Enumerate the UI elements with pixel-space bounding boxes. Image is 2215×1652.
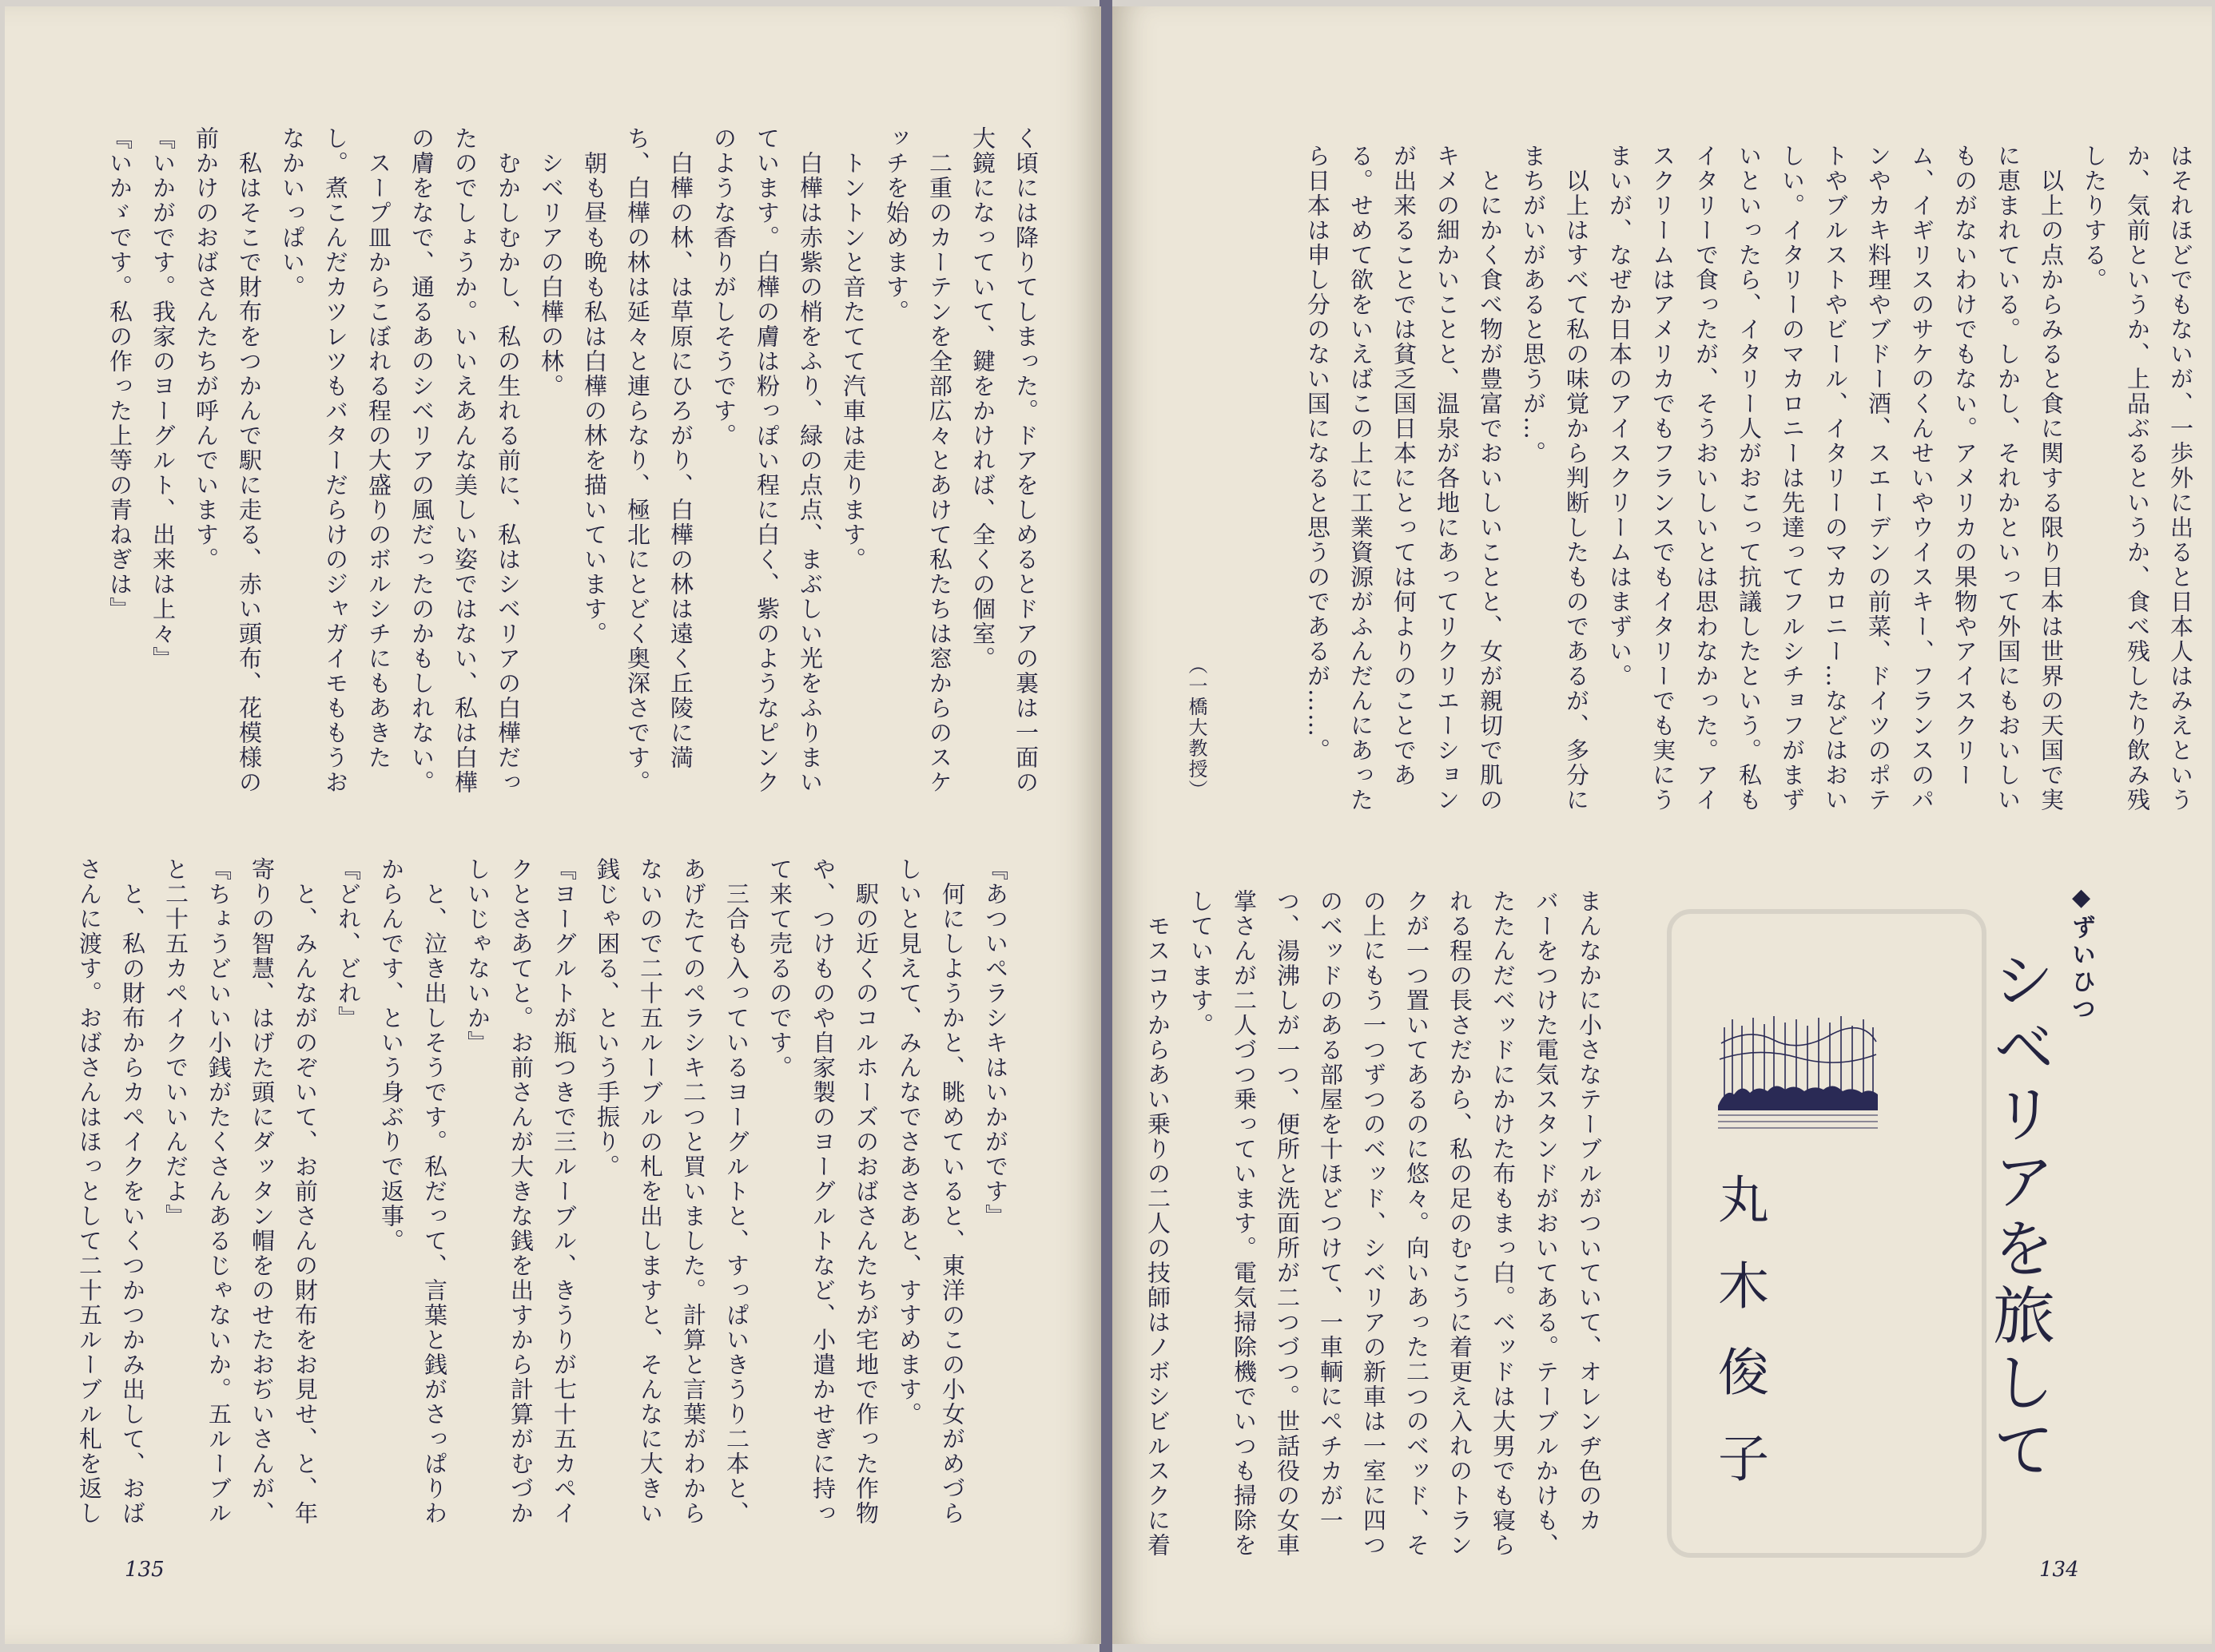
text-line: 白樺の林、は草原にひろがり、白樺の林は遠く丘陵に満 <box>667 126 694 770</box>
page-number-left: 135 <box>125 1558 165 1582</box>
text-line: しいじゃないか』 <box>464 857 491 1055</box>
text-line: まいが、なぜか日本のアイスクリームはまずい。 <box>1606 144 1633 689</box>
text-line: と、私の財布からカペイクをいくつかつかみ出して、おば <box>119 857 146 1526</box>
text-line: 『いかがです。我家のヨーグルト、出来は上々』 <box>149 126 177 671</box>
text-line: く頃には降りてしまった。ドアをしめるとドアの裏は一面の <box>1012 126 1040 795</box>
text-line: ム、イギリスのサケのくんせいやウイスキー、フランスのパ <box>1908 144 1935 812</box>
text-line: て来て売るのです。 <box>766 857 793 1080</box>
page-number-right: 134 <box>2039 1558 2079 1582</box>
text-line: 二重のカーテンを全部広々とあけて私たちは窓からのスケ <box>926 126 953 795</box>
text-line: 白樺は赤紫の梢をふり、緑の点点、まぶしい光をふりまい <box>797 126 824 795</box>
text-line: イタリーで食ったが、そうおいしいとは思わなかった。アイ <box>1692 144 1720 812</box>
text-line: る。せめて欲をいえばこの上に工業資源がふんだんにあった <box>1347 144 1374 812</box>
text-line: の膚をなで、通るあのシベリアの風だったのかもしれない。 <box>408 126 435 795</box>
text-line: しい。イタリーのマカロニーは先達ってフルシチョフがまず <box>1779 144 1806 812</box>
text-line: 大鏡になっていて、鍵をかければ、全くの個室。 <box>969 126 996 671</box>
text-line: 『あついペラシキはいかがです』 <box>982 857 1009 1229</box>
text-line: トやブルストやビール、イタリーのマカロニー…などはおい <box>1822 144 1849 812</box>
text-line: が出来ることでは貧乏国日本にとっては何よりのことであ <box>1390 144 1418 788</box>
right-page-bottom-column <box>1144 889 1611 1576</box>
text-line: や、つけものや自家製のヨーグルトなど、小遣かせぎに持っ <box>809 857 837 1526</box>
left-page-bottom-column <box>78 857 1017 1564</box>
text-line: はそれほどでもないが、一歩外に出ると日本人はみえという <box>2167 144 2194 812</box>
text-line: むかしむかし、私の生れる前に、私はシベリアの白樺だっ <box>495 126 522 795</box>
left-page-top-column <box>106 126 1048 833</box>
text-line: のような香りがしそうです。 <box>710 126 738 448</box>
text-line: スープ皿からこぼれる程の大盛りのボルシチにもあきた <box>365 126 392 770</box>
text-line: しいと見えて、みんなでさあさあと、すすめます。 <box>896 857 923 1427</box>
text-line: つ、湯沸しが一つ、便所と洗面所が二つづつ。世話役の女車 <box>1274 889 1301 1558</box>
text-line: に恵まれている。しかし、それかといって外国にもおいしい <box>1994 144 2022 812</box>
essay-category: ◆ずいひつ <box>2067 884 2095 1023</box>
text-line: 以上の点からみると食に関する限り日本は世界の天国で実 <box>2038 144 2065 812</box>
text-line: と二十五カペイクでいいんだよ』 <box>162 857 189 1229</box>
text-line: まんなかに小さなテーブルがついていて、オレンヂ色のカ <box>1576 889 1603 1533</box>
text-line: したりする。 <box>2081 144 2108 292</box>
text-line: 『どれ、どれ』 <box>335 857 362 1031</box>
left-page <box>5 6 1101 1644</box>
text-line: 以上はすべて私の味覚から判断したものであるが、多分に <box>1563 144 1590 812</box>
text-line: さんに渡す。おばさんはほっとして二十五ルーブル札を返し <box>76 857 103 1526</box>
essay-author: 丸木俊子 <box>1709 1173 1768 1518</box>
essay-title: シベリアを旅して <box>1982 947 2054 1484</box>
text-line: ないので二十五ルーブルの札を出しますと、そんなに大きい <box>637 857 664 1526</box>
author-affiliation: （一橋大教授） <box>1185 655 1207 800</box>
right-page <box>1112 6 2212 1644</box>
text-line: 駅の近くのコルホーズのおばさんたちが宅地で作った作物 <box>853 857 880 1526</box>
text-line: と、みんながのぞいて、お前さんの財布をお見せ、と、年 <box>292 857 319 1526</box>
birch-forest-illustration <box>1718 1011 1878 1139</box>
text-line: ンやカキ料理やブドー酒、スエーデンの前菜、ドイツのポテ <box>1865 144 1892 812</box>
text-line: ています。白樺の膚は粉っぽい程に白く、紫のようなピンク <box>754 126 781 795</box>
text-line: いといったら、イタリー人がおこって抗議したという。私も <box>1736 144 1763 812</box>
text-line: し。煮こんだカツレツもバターだらけのジャガイモももうお <box>322 126 349 795</box>
text-line: しています。 <box>1187 889 1215 1038</box>
text-line: 前かけのおばさんたちが呼んでいます。 <box>193 126 220 572</box>
text-line: あげたてのペラシキ二つと買いました。計算と言葉がわから <box>680 857 707 1526</box>
text-line: の上にもう一つずつのベッド、シベリアの新車は一室に四つ <box>1360 889 1387 1558</box>
text-line: モスコウからあい乗りの二人の技師はノボシビルスクに着 <box>1144 889 1171 1558</box>
text-line: からんです、という身ぶりで返事。 <box>378 857 405 1253</box>
text-line: 掌さんが二人づつ乗っています。電気掃除機でいつも掃除を <box>1231 889 1258 1558</box>
text-line: トントンと音たてて汽車は走ります。 <box>840 126 867 572</box>
book-spine <box>1100 0 1112 1652</box>
text-line: 『ちょうどいい小銭がたくさんあるじゃないか。五ルーブル <box>205 857 233 1526</box>
text-line: なかいっぱい。 <box>279 126 306 300</box>
text-line: 『ヨーグルトが瓶つきで三ルーブル、きうりが七十五カペイ <box>551 857 578 1526</box>
text-line: シベリアの白樺の林。 <box>538 126 565 399</box>
text-line: 朝も昼も晩も私は白樺の林を描いています。 <box>581 126 608 646</box>
text-line: バーをつけた電気スタンドがおいてある。テーブルかけも、 <box>1533 889 1560 1558</box>
text-line: ものがないわけでもない。アメリカの果物やアイスクリー <box>1951 144 1978 788</box>
right-page-top-column <box>1299 144 2202 847</box>
text-line: 三合も入っているヨーグルトと、すっぱいきうり二本と、 <box>723 857 750 1526</box>
text-line: スクリームはアメリカでもフランスでもイタリーでも実にう <box>1649 144 1676 812</box>
text-line: ら日本は申し分のない国になると思うのであるが……。 <box>1304 144 1331 763</box>
text-line: クとさあてと。お前さんが大きな銭を出すから計算がむづか <box>507 857 535 1526</box>
text-line: 何にしようかと、眺めていると、東洋のこの小女がめづら <box>939 857 966 1526</box>
text-line: キメの細かいことと、温泉が各地にあってリクリエーション <box>1434 144 1461 812</box>
text-line: か、気前というか、上品ぶるというか、食べ残したり飲み残 <box>2124 144 2151 812</box>
text-line: ッチを始めます。 <box>883 126 910 324</box>
text-line: 私はそこで財布をつかんで駅に走る、赤い頭布、花模様の <box>236 126 263 795</box>
text-line: 寄りの智慧、はげた頭にダッタン帽をのせたおぢいさんが、 <box>249 857 276 1526</box>
text-line: ち、白樺の林は延々と連らなり、極北にとどく奥深さです。 <box>624 126 651 795</box>
text-line: れる程の長さだから、私の足のむこうに着更え入れのトラン <box>1446 889 1473 1558</box>
text-line: とにかく食べ物が豊富でおいしいことと、女が親切で肌の <box>1477 144 1504 812</box>
text-line: たのでしょうか。いいえあんな美しい姿ではない、私は白樺 <box>451 126 479 795</box>
text-line: 『いかゞです。私の作った上等の青ねぎは』 <box>106 126 133 621</box>
text-line: まちがいがあると思うが…。 <box>1520 144 1547 466</box>
text-line: のベッドのある部屋を十ほどつけて、一車輌にペチカが一 <box>1317 889 1344 1533</box>
text-line: と、泣き出しそうです。私だって、言葉と銭がさっぱりわ <box>421 857 448 1526</box>
text-line: 銭じゃ困る、という手振り。 <box>594 857 621 1179</box>
text-line: たたんだベッドにかけた布もまっ白。ベッドは大男でも寝ら <box>1489 889 1517 1558</box>
text-line: クが一つ置いてあるのに悠々。向いあった二つのベッド、そ <box>1403 889 1430 1558</box>
